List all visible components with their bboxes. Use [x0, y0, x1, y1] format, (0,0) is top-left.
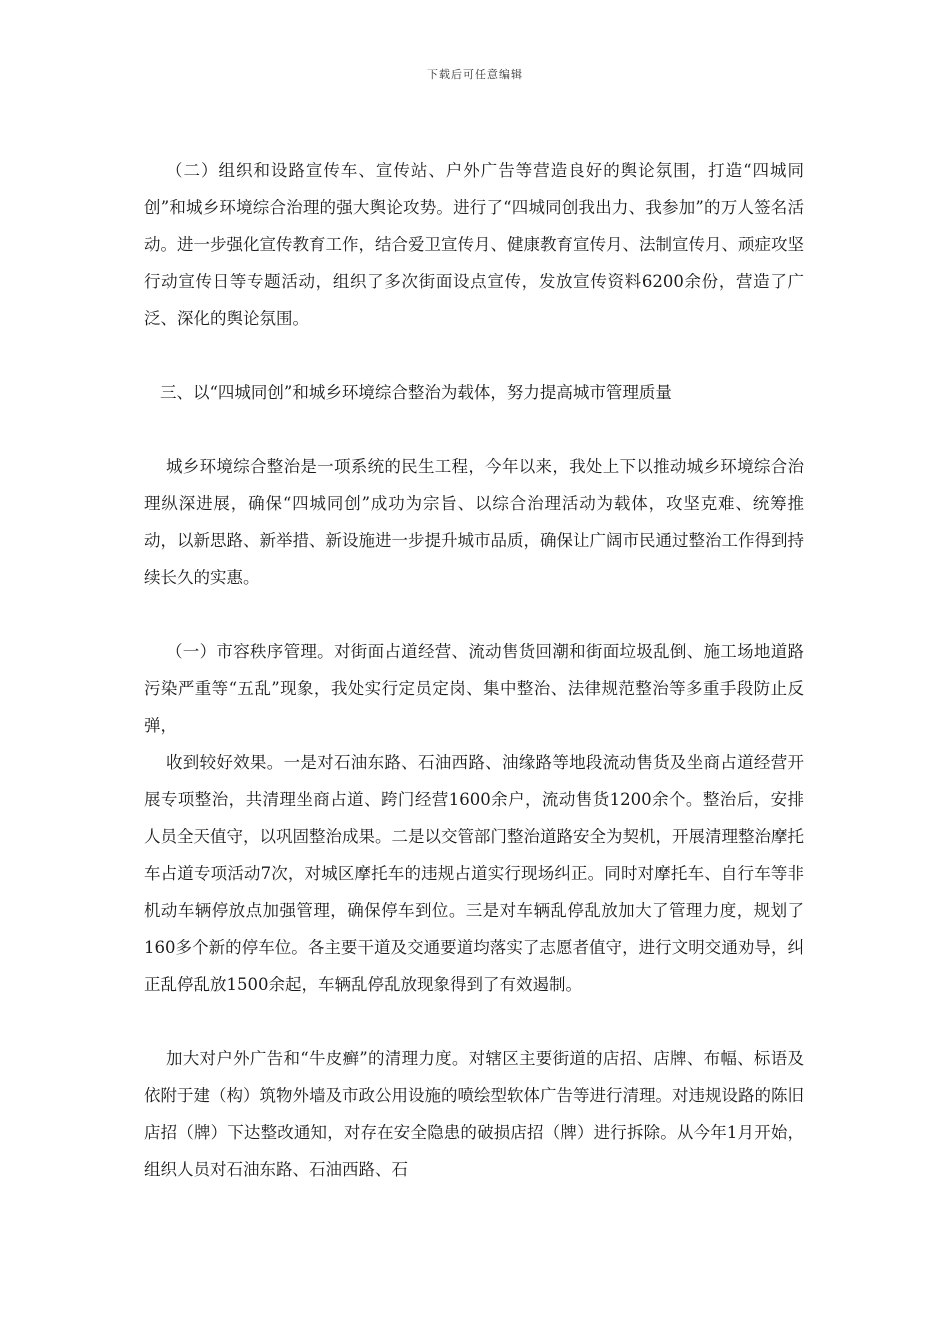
paragraph-results: 收到较好效果。一是对石油东路、石油西路、油缘路等地段流动售货及坐商占道经营开展专项整治，共清理坐商占道、跨门经营1600余户，流动售货1200余个。整治后，安排人员全天值守，以巩固整治成果。二是以交管部门整治道路安全为契机，开展清理整治摩托车占道专项活动7次，对城区摩托车的违规占道实行现场纠正。同时对摩托车、自行车等非机动车辆停放点加强管理，确保停车到位。三是对车辆乱停乱放加大了管理力度，规划了160多个新的停车位。各主要干道及交通要道均落实了志愿者值守，进行文明交通劝导，纠正乱停乱放1500余起，车辆乱停乱放现象得到了有效遏制。 [144, 753, 804, 994]
paragraph-city-order-management: （一）市容秩序管理。对街面占道经营、流动售货回潮和街面垃圾乱倒、施工场地道路污染严重等“五乱”现象，我处实行定员定岗、集中整治、法律规范整治等多重手段防止反弹， [144, 642, 804, 735]
document-body [144, 152, 804, 1188]
paragraph-environment-overview: 城乡环境综合整治是一项系统的民生工程，今年以来，我处上下以推动城乡环境综合治理纵深进展，确保“四城同创”成功为宗旨、以综合治理活动为载体，攻坚克难、统筹推动，以新思路、新举措、新设施进一步提升城市品质，确保让广阔市民通过整治工作得到持续长久的实惠。 [144, 457, 804, 587]
page-header: 下载后可任意编辑 [427, 68, 523, 81]
paragraph-publicity: （二）组织和设路宣传车、宣传站、户外广告等营造良好的舆论氛围，打造“四城同创”和城乡环境综合治理的强大舆论攻势。进行了“四城同创我出力、我参加”的万人签名活动。进一步强化宣传教育工作，结合爱卫宣传月、健康教育宣传月、法制宣传月、顽症攻坚行动宣传日等专题活动，组织了多次街面设点宣传，发放宣传资料6200余份，营造了广泛、深化的舆论氛围。 [144, 161, 804, 328]
section-heading-three: 三、以“四城同创”和城乡环境综合整治为载体，努力提高城市管理质量 [160, 383, 672, 402]
paragraph-outdoor-ads: 加大对户外广告和“牛皮癣”的清理力度。对辖区主要街道的店招、店牌、布幅、标语及依附于建（构）筑物外墙及市政公用设施的喷绘型软体广告等进行清理。对违规设路的陈旧店招（牌）下达整改通知，对存在安全隐患的破损店招（牌）进行拆除。从今年1月开始，组织人员对石油东路、石油西路、石 [144, 1049, 804, 1179]
